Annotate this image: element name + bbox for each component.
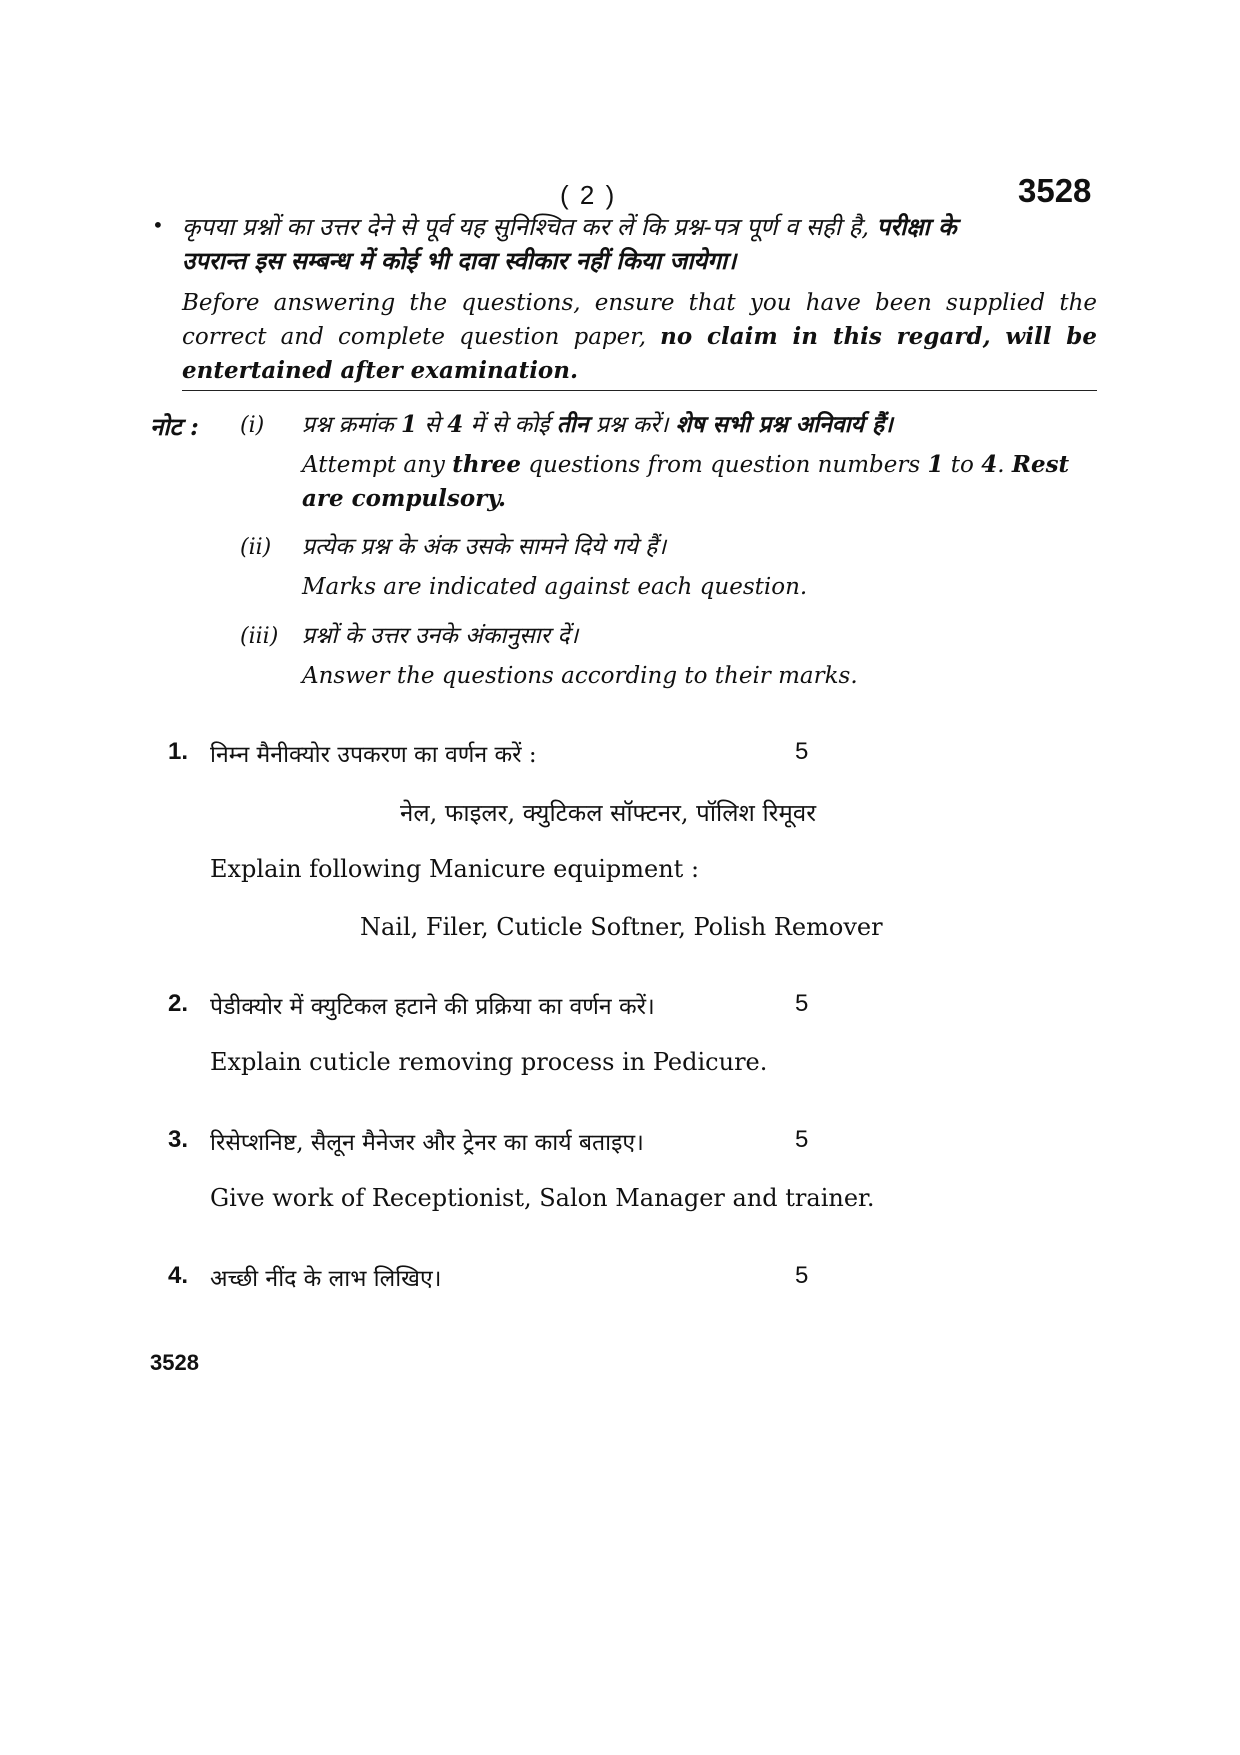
bullet-icon: •	[152, 213, 164, 237]
note-item-2-number: (ii)	[240, 535, 272, 560]
question-2-number: 2.	[168, 990, 189, 1017]
note-item-2-english: Marks are indicated against each question.	[302, 574, 808, 600]
note-item-1-hindi: प्रश्न क्रमांक 1 से 4 में से कोई तीन प्रश्न करें। शेष सभी प्रश्न अनिवार्य हैं।	[302, 411, 893, 438]
note-item-3-number: (iii)	[240, 624, 279, 649]
note-item-3-hindi: प्रश्नों के उत्तर उनके अंकानुसार दें।	[302, 623, 579, 649]
question-3-hindi: रिसेप्शनिष्ट, सैलून मैनेजर और ट्रेनर का कार्य बताइए।	[210, 1130, 644, 1156]
question-1-english-items: Nail, Filer, Cuticle Softner, Polish Remover	[360, 913, 883, 941]
note-item-1	[302, 408, 1097, 516]
note-item-1-english: Attempt any three questions from question numbers 1 to 4. Rest are compulsory.	[302, 451, 1070, 512]
page-number: ( 2 )	[560, 180, 617, 210]
instruction-hindi	[182, 210, 1097, 278]
instruction-english-bold: no claim in this regard, will be entertained after examination.	[182, 323, 1097, 384]
question-3-english: Give work of Receptionist, Salon Manager and trainer.	[210, 1184, 875, 1212]
question-2-english: Explain cuticle removing process in Pedicure.	[210, 1048, 768, 1076]
question-1-hindi: निम्न मैनीक्योर उपकरण का वर्णन करें :	[210, 742, 537, 768]
instruction-english-text: Before answering the questions, ensure that you have been supplied the correct and complete question paper,	[182, 290, 1097, 350]
question-2-hindi: पेडीक्योर में क्युटिकल हटाने की प्रक्रिया का वर्णन करें।	[210, 994, 655, 1020]
note-item-3	[302, 619, 1097, 693]
question-3-number: 3.	[168, 1126, 189, 1153]
question-2-marks: 5	[795, 990, 809, 1017]
question-1-marks: 5	[795, 738, 809, 765]
instruction-hindi-bold-1: परीक्षा के	[876, 212, 957, 241]
paper-code-header: 3528	[1018, 172, 1092, 209]
paper-code-footer: 3528	[150, 1350, 199, 1375]
question-4-marks: 5	[795, 1262, 809, 1289]
question-4-hindi: अच्छी नींद के लाभ लिखिए।	[210, 1266, 442, 1292]
note-item-1-number: (i)	[240, 413, 265, 438]
note-item-2-hindi: प्रत्येक प्रश्न के अंक उसके सामने दिये गये हैं।	[302, 534, 667, 560]
question-1-english: Explain following Manicure equipment :	[210, 855, 700, 883]
question-4-number: 4.	[168, 1262, 189, 1289]
instruction-english	[182, 286, 1097, 388]
question-3-marks: 5	[795, 1126, 809, 1153]
question-1-hindi-items: नेल, फाइलर, क्युटिकल सॉफ्टनर, पॉलिश रिमूवर	[400, 799, 817, 827]
question-1-number: 1.	[168, 738, 189, 765]
instruction-hindi-text: कृपया प्रश्नों का उत्तर देने से पूर्व यह सुनिश्चित कर लें कि प्रश्न-पत्र पूर्ण व सही है,	[182, 213, 877, 241]
note-item-2	[302, 530, 1097, 604]
note-item-3-english: Answer the questions according to their marks.	[302, 663, 858, 689]
instruction-hindi-bold-2: उपरान्त इस सम्बन्ध में कोई भी दावा स्वीकार नहीं किया जायेगा।	[182, 246, 737, 275]
divider-rule	[182, 390, 1097, 391]
note-label: नोट :	[150, 412, 199, 441]
